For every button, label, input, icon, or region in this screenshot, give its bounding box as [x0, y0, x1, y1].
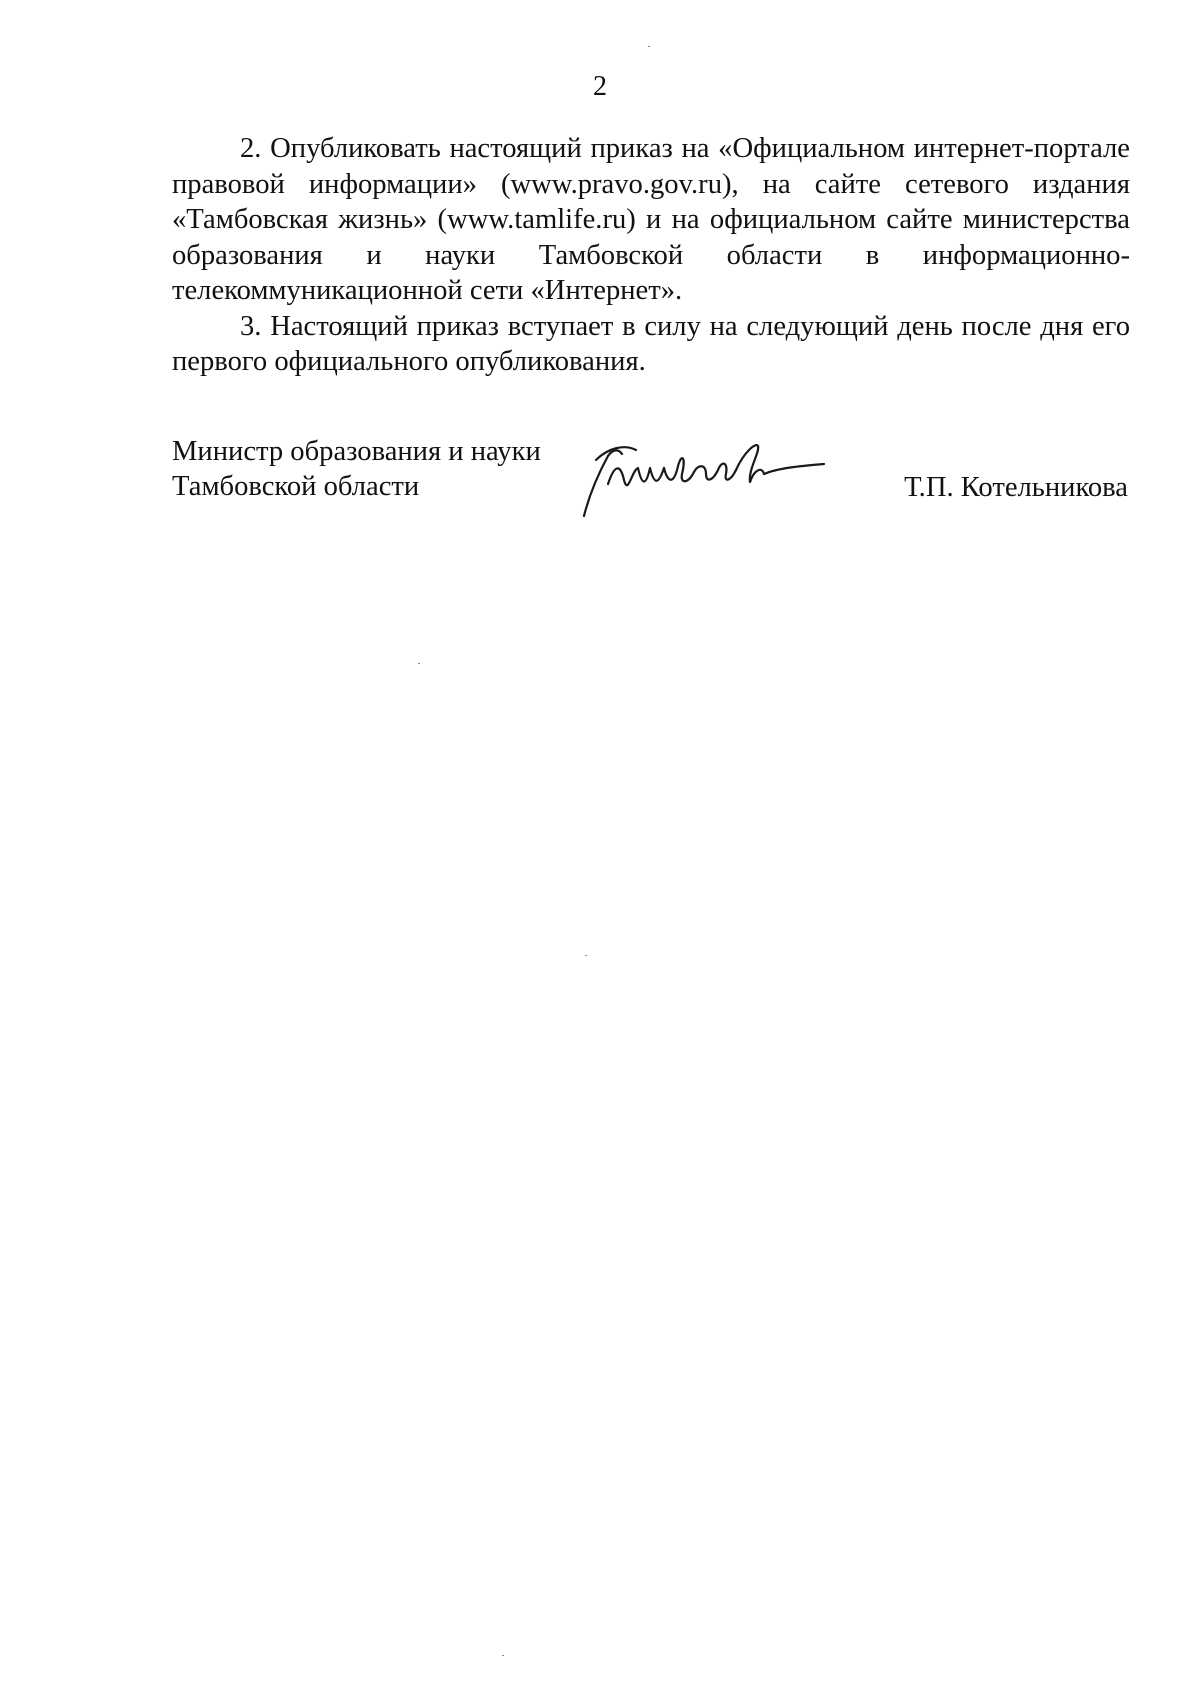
- paragraph-publication: 2. Опубликовать настоящий приказ на «Официальном интернет-портале правовой информации» (www.pravo.gov.ru), на сайте сетевого издания «Тамбовская жизнь» (www.tamlife.ru) и на официальном сайте министерства образования и науки Тамбовской области в информационно-телекоммуникационной сети «Интернет».: [172, 133, 1130, 306]
- scan-speck: [502, 1655, 504, 1656]
- scan-speck: [418, 663, 420, 664]
- signatory-title: [172, 434, 541, 504]
- document-body: [172, 131, 1130, 380]
- signatory-name: Т.П. Котельникова: [904, 472, 1128, 503]
- scan-speck: [585, 955, 587, 956]
- handwritten-signature: [578, 440, 828, 520]
- page-number: 2: [593, 71, 607, 102]
- paragraph-effective-date: 3. Настоящий приказ вступает в силу на следующий день после дня его первого официального опубликования.: [172, 310, 1130, 377]
- signatory-title-line-2: Тамбовской области: [172, 471, 420, 502]
- scan-speck: [648, 46, 650, 47]
- signatory-title-line-1: Министр образования и науки: [172, 436, 541, 467]
